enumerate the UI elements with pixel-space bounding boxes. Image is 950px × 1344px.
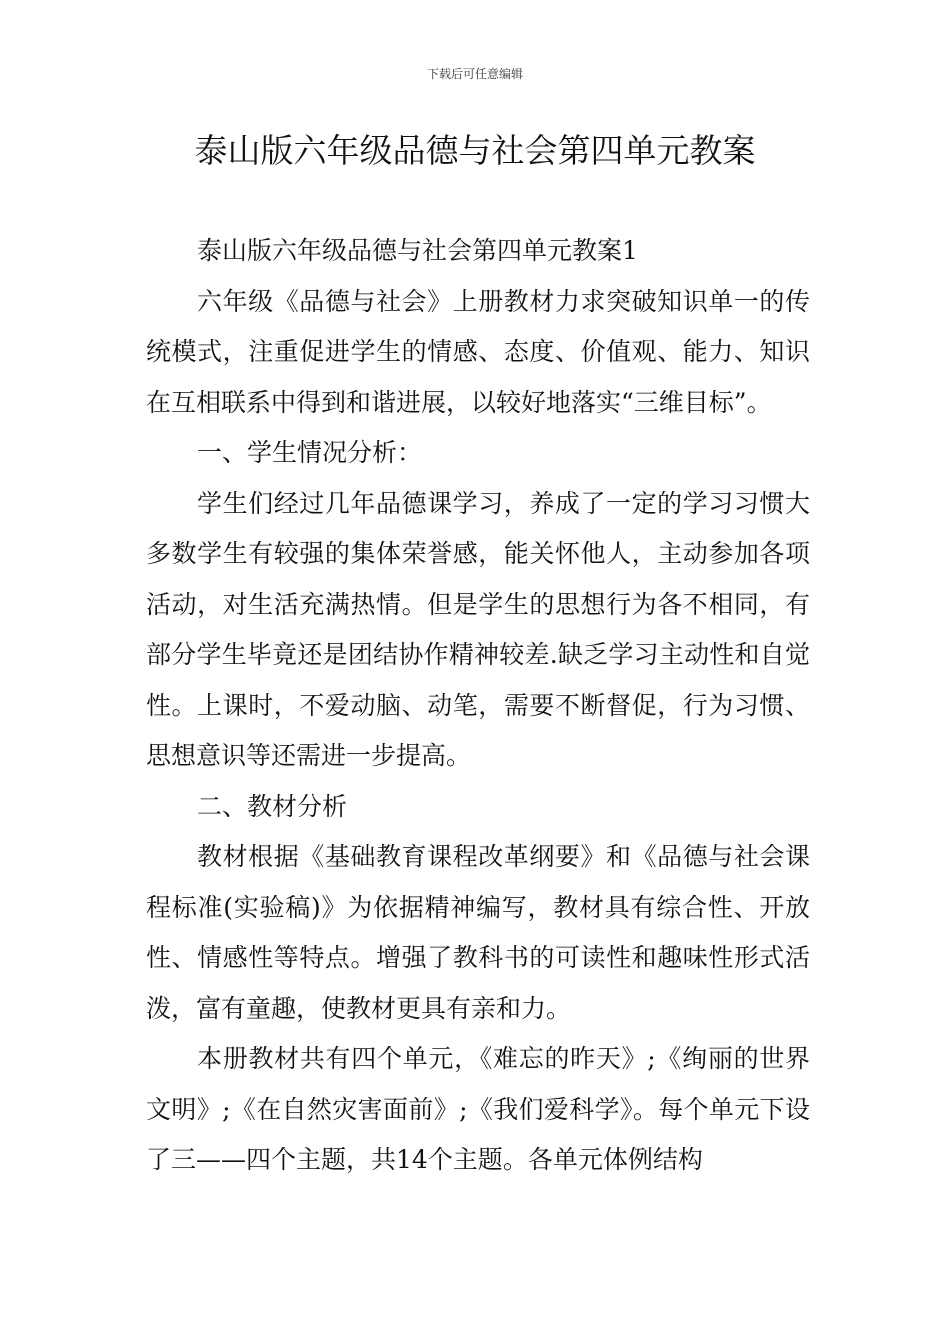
section-heading-textbook-analysis: 二、教材分析 [197,791,348,821]
document-body [146,226,810,1186]
header-note: 下载后可任意编辑 [426,67,523,81]
units-paragraph: 本册教材共有四个单元，《难忘的昨天》;《绚丽的世界文明》;《在自然灾害面前》;《我们爱科学》。每个单元下设了三——四个主题，共14个主题。各单元体例结构 [146,1044,810,1174]
subtitle-paragraph: 泰山版六年级品德与社会第四单元教案1 [197,236,638,265]
student-analysis-paragraph: 学生们经过几年品德课学习，养成了一定的学习习惯大多数学生有较强的集体荣誉感，能关怀他人，主动参加各项活动，对生活充满热情。但是学生的思想行为各不相同，有部分学生毕竟还是团结协作精神较差.缺乏学习主动性和自觉性。上课时，不爱动脑、动笔，需要不断督促，行为习惯、思想意识等还需进一步提高。 [146,488,810,770]
textbook-analysis-paragraph: 教材根据《基础教育课程改革纲要》和《品德与社会课程标准(实验稿)》为依据精神编写，教材具有综合性、开放性、情感性等特点。增强了教科书的可读性和趣味性形式活泼，富有童趣，使教材更具有亲和力。 [146,842,810,1023]
intro-paragraph: 六年级《品德与社会》上册教材力求突破知识单一的传统模式，注重促进学生的情感、态度、价值观、能力、知识在互相联系中得到和谐进展，以较好地落实“三维目标”。 [146,286,810,417]
section-heading-student-analysis: 一、学生情况分析： [197,438,423,467]
document-title: 泰山版六年级品德与社会第四单元教案 [194,131,756,170]
